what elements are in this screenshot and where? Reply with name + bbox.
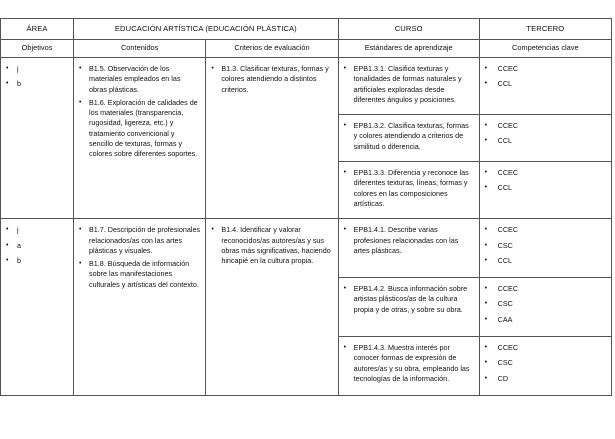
list-item: • EPB1.3.2. Clasifica texturas, formas y colores atendiendo a criterios de similitud o diferencia.: [343, 121, 474, 152]
col-standards: Estándares de aprendizaje: [338, 40, 479, 58]
list-item: • B1.5. Observación de los materiales empleados en las obras plásticas.: [78, 64, 200, 95]
list-item: • a: [5, 241, 68, 251]
list-item: • B1.7. Descripción de profesionales relacionados/as con las artes plásticas y visuales.: [78, 225, 200, 256]
subject-title: EDUCACIÓN ARTÍSTICA (EDUCACIÓN PLÁSTICA): [74, 19, 339, 40]
list-item: • b: [5, 79, 68, 89]
col-objectives: Objetivos: [1, 40, 74, 58]
list-item: • j: [5, 64, 68, 74]
standard-cell: [338, 58, 479, 115]
list-item: • j: [5, 225, 68, 235]
header-row: [1, 19, 612, 40]
list-item: • CAA: [484, 315, 606, 325]
list-item: • B1.4. Identificar y valorar reconocidos/as autores/as y sus obras más significativas, haciendo hincapié en la cultura propia.: [210, 225, 332, 266]
list-item: • b: [5, 256, 68, 266]
curriculum-table: [0, 18, 612, 396]
list-item: • CCEC: [484, 168, 606, 178]
col-contents: Contenidos: [74, 40, 206, 58]
criteria-cell: [206, 58, 338, 219]
objectives-cell: [1, 58, 74, 219]
standard-cell: [338, 278, 479, 337]
list-item: • CCEC: [484, 121, 606, 131]
list-item: • EPB1.4.2. Busca información sobre artistas plásticos/as de la cultura propia y de otras, y sobre su obra.: [343, 284, 474, 315]
competences-cell: [479, 162, 611, 219]
list-item: • EPB1.3.3. Diferencia y reconoce las diferentes texturas, líneas, formas y colores en las composiciones artísticas.: [343, 168, 474, 209]
list-item: • CCEC: [484, 225, 606, 235]
list-item: • CCEC: [484, 64, 606, 74]
list-item: • EPB1.4.1. Describe varias profesiones relacionadas con las artes plásticas.: [343, 225, 474, 256]
list-item: • EPB1.3.1. Clasifica texturas y tonalidades de formas naturales y artificiales exploradas desde diferentes ángulos y posiciones.: [343, 64, 474, 105]
table-row: [1, 58, 612, 115]
competences-cell: [479, 58, 611, 115]
column-header-row: [1, 40, 612, 58]
area-label: ÁREA: [1, 19, 74, 40]
list-item: • CCL: [484, 136, 606, 146]
list-item: • B1.6. Exploración de calidades de los materiales (transparencia, rugosidad, ligereza, etc.) y tratamiento convencional y sencillo de texturas, formas y colores sobre diferentes soportes.: [78, 98, 200, 160]
list-item: • CCL: [484, 79, 606, 89]
list-item: • CD: [484, 374, 606, 384]
standard-cell: [338, 162, 479, 219]
list-item: • CSC: [484, 241, 606, 251]
standard-cell: [338, 115, 479, 162]
competences-cell: [479, 278, 611, 337]
competences-cell: [479, 337, 611, 396]
list-item: • CSC: [484, 358, 606, 368]
list-item: • CCEC: [484, 284, 606, 294]
contents-cell: [74, 58, 206, 219]
objectives-cell: [1, 219, 74, 396]
standard-cell: [338, 219, 479, 278]
course-value: TERCERO: [479, 19, 611, 40]
list-item: • B1.8. Búsqueda de información sobre las manifestaciones culturales y artísticas del contexto.: [78, 259, 200, 290]
contents-cell: [74, 219, 206, 396]
list-item: • CCEC: [484, 343, 606, 353]
col-criteria: Criterios de evaluación: [206, 40, 338, 58]
criteria-cell: [206, 219, 338, 396]
col-competences: Competencias clave: [479, 40, 611, 58]
list-item: • CCL: [484, 183, 606, 193]
list-item: • B1.3. Clasificar texturas, formas y colores atendiendo a distintos criterios.: [210, 64, 332, 95]
list-item: • CSC: [484, 299, 606, 309]
table-row: [1, 219, 612, 278]
list-item: • CCL: [484, 256, 606, 266]
standard-cell: [338, 337, 479, 396]
competences-cell: [479, 219, 611, 278]
competences-cell: [479, 115, 611, 162]
list-item: • EPB1.4.3. Muestra interés por conocer formas de expresión de autores/as y su obra, empleando las tecnologías de la información.: [343, 343, 474, 384]
course-label: CURSO: [338, 19, 479, 40]
